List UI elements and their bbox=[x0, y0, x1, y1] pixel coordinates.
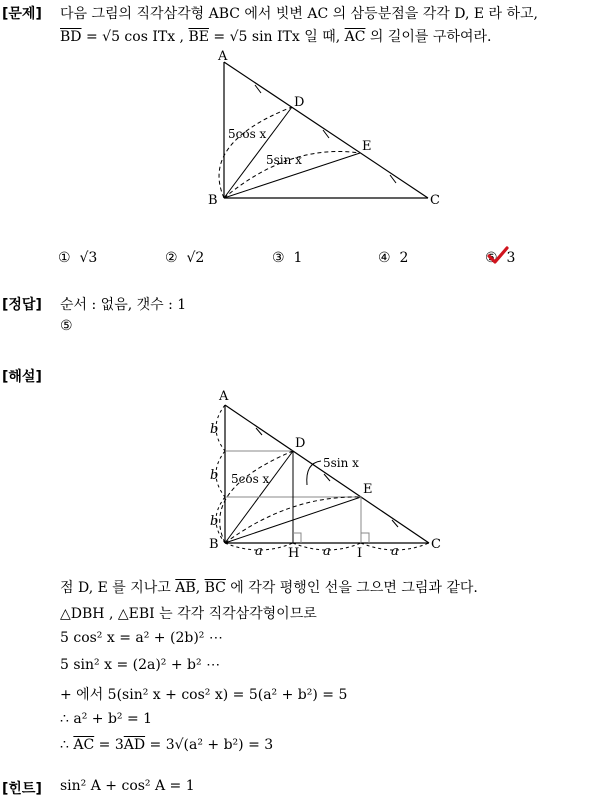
choice-2-value: √2 bbox=[186, 250, 205, 266]
vertex-C: C bbox=[430, 193, 440, 208]
equation-3: + 에서 5(sin² x + cos² x) = 5(a² + b²) = 5 bbox=[60, 687, 348, 703]
vertex-E: E bbox=[362, 139, 372, 154]
choice-2[interactable] bbox=[165, 250, 204, 266]
choice-5-value: 3 bbox=[506, 250, 516, 266]
bd-length-label: 5cos x bbox=[228, 127, 267, 141]
choice-1-value: √3 bbox=[79, 250, 98, 266]
vertex-I: I bbox=[357, 546, 363, 560]
eq5-mid: = 3 bbox=[94, 737, 124, 753]
line1-pre: 점 D, E 를 지나고 bbox=[60, 580, 176, 596]
vertex-H: H bbox=[288, 546, 300, 560]
solution-line1 bbox=[60, 577, 478, 597]
problem-line1: 다음 그림의 직각삼각형 ABC 에서 빗변 AC 의 삼등분점을 각각 D, E 라 하고, bbox=[60, 6, 538, 22]
ac-segment: $\overline{AC}$ bbox=[344, 29, 366, 45]
vertex-A-2: A bbox=[219, 389, 229, 404]
bc-segment: $\overline{BC}$ bbox=[204, 580, 226, 596]
choice-3[interactable] bbox=[272, 250, 302, 266]
line1-mid: , bbox=[195, 580, 205, 596]
problem-line2 bbox=[60, 26, 491, 46]
b-label-1: b bbox=[210, 422, 219, 437]
equation-1: 5 cos² x = a² + (2b)² ⋯ bbox=[60, 630, 223, 646]
a-label-1: a bbox=[255, 544, 263, 559]
answer-line1: 순서 : 없음, 갯수 : 1 bbox=[60, 297, 187, 313]
bd-eq: = √5 cos ITx , bbox=[81, 29, 189, 45]
choice-1[interactable] bbox=[58, 250, 97, 266]
line2-end: 의 길이를 구하여라. bbox=[365, 29, 492, 45]
solution-line2: △DBH , △EBI 는 각각 직각삼각형이므로 bbox=[60, 606, 317, 622]
answer-label: [정답] bbox=[2, 297, 42, 313]
eq5-ad-segment: $\overline{AD}$ bbox=[123, 737, 146, 753]
answer-line2: ⑤ bbox=[60, 318, 73, 334]
b-label-3: b bbox=[210, 514, 219, 529]
eq5-ac-segment: $\overline{AC}$ bbox=[73, 737, 95, 753]
equation-5 bbox=[60, 737, 273, 753]
be-eq: = √5 sin ITx 일 때, bbox=[208, 29, 345, 45]
a-label-3: a bbox=[391, 544, 399, 559]
choice-2-number: ② bbox=[165, 250, 178, 266]
vertex-B: B bbox=[208, 193, 218, 208]
line1-post: 에 각각 평행인 선을 그으면 그림과 같다. bbox=[225, 580, 478, 596]
vertex-C-2: C bbox=[431, 537, 441, 552]
bd-segment: $\overline{BD}$ bbox=[60, 29, 82, 45]
solution-label: [해설] bbox=[2, 369, 42, 385]
choice-1-number: ① bbox=[58, 250, 71, 266]
choice-5-number: ⑤ bbox=[485, 250, 498, 266]
problem-label: [문제] bbox=[2, 6, 42, 22]
be-length-label-2: 5sin x bbox=[323, 456, 359, 470]
vertex-E-2: E bbox=[363, 482, 373, 497]
equation-4: ∴ a² + b² = 1 bbox=[60, 711, 153, 727]
be-segment: $\overline{BE}$ bbox=[188, 29, 209, 45]
eq5-pre: ∴ bbox=[60, 737, 74, 753]
a-label-2: a bbox=[323, 544, 331, 559]
choice-3-value: 1 bbox=[293, 250, 303, 266]
choice-4-number: ④ bbox=[378, 250, 391, 266]
eq5-post: = 3√(a² + b²) = 3 bbox=[145, 737, 274, 753]
be-length-label: 5sin x bbox=[266, 153, 302, 167]
choice-3-number: ③ bbox=[272, 250, 285, 266]
ab-segment: $\overline{AB}$ bbox=[175, 580, 196, 596]
equation-2: 5 sin² x = (2a)² + b² ⋯ bbox=[60, 657, 221, 673]
bd-length-label-2: 5cos x bbox=[231, 472, 270, 486]
vertex-D-2: D bbox=[295, 436, 306, 451]
triangle-figure-1 bbox=[200, 48, 450, 213]
hint-label: [힌트] bbox=[2, 781, 42, 797]
vertex-D: D bbox=[294, 95, 305, 110]
vertex-A: A bbox=[218, 49, 228, 64]
b-label-2: b bbox=[210, 468, 219, 483]
vertex-B-2: B bbox=[209, 537, 219, 552]
red-check-mark-icon bbox=[486, 246, 510, 266]
triangle-figure-2 bbox=[195, 385, 455, 560]
choice-4-value: 2 bbox=[399, 250, 409, 266]
hint-text: sin² A + cos² A = 1 bbox=[60, 778, 195, 794]
choice-4[interactable] bbox=[378, 250, 408, 266]
